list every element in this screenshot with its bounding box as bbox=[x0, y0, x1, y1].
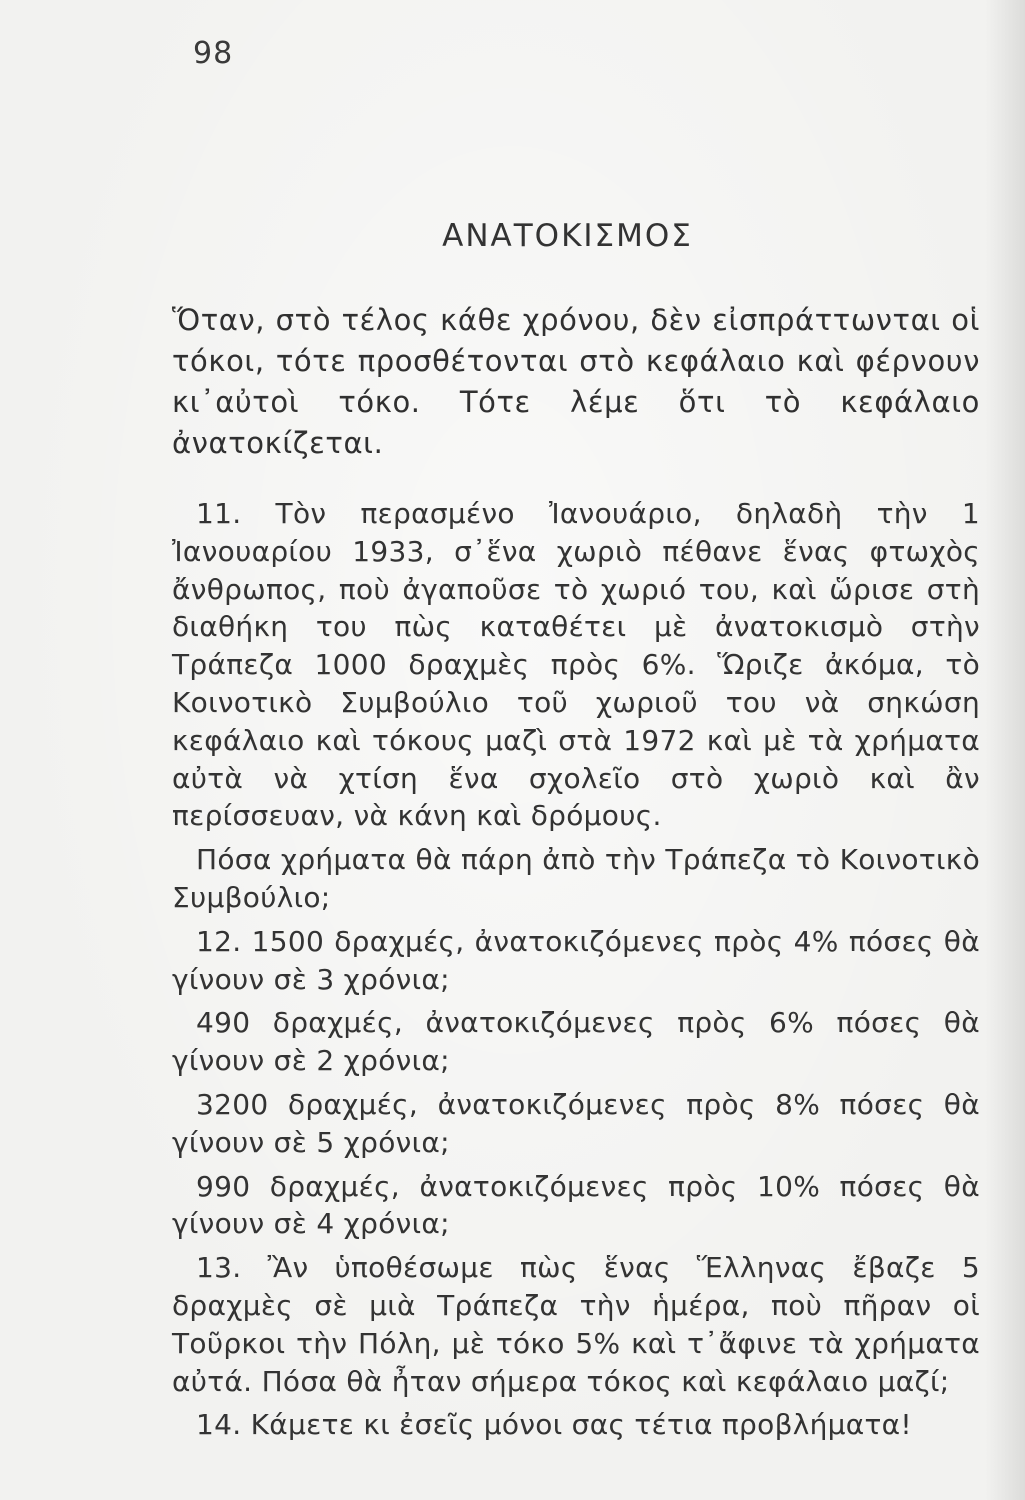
problem-11: 11. Τὸν περασμένο Ἰανουάριο, δηλαδὴ τὴν 1 Ἰανουαρίου 1933, σ᾽ἕνα χωριὸ πέθανε ἕνας φτωχὸς ἄνθρωπος, ποὺ ἀγαποῦσε τὸ χωριό του, καὶ ὥρισε στὴ διαθήκη του πὼς καταθέτει μὲ ἀνατοκισμὸ στὴν Τράπεζα 1000 δραχμὲς πρὸς 6%. Ὥριζε ἀκόμα, τὸ Κοινοτικὸ Συμβούλιο τοῦ χωριοῦ του νὰ σηκώση κεφάλαιο καὶ τόκους μαζὶ στὰ 1972 καὶ μὲ τὰ χρήματα αὐτὰ νὰ χτίση ἕνα σχολεῖο στὸ χωριὸ καὶ ἂν περίσσευαν, νὰ κάνη καὶ δρόμους. bbox=[172, 497, 980, 833]
section-title: ΑΝΑΤΟΚΙΣΜΟΣ bbox=[442, 218, 693, 254]
page-number: 98 bbox=[193, 36, 234, 71]
definition-paragraph: Ὅταν, στὸ τέλος κάθε χρόνου, δὲν εἰσπράττωνται οἱ τόκοι, τότε προσθέτονται στὸ κεφάλαιο καὶ φέρνουν κι᾽αὐτοὶ τόκο. Τότε λέμε ὅτι τὸ κεφάλαιο ἀνατοκίζεται. bbox=[172, 303, 980, 460]
problem-12c: 3200 δραχμές, ἀνατοκιζόμενες πρὸς 8% πόσες θὰ γίνουν σὲ 5 χρόνια; bbox=[172, 1087, 980, 1159]
problem-14: 14. Κάμετε κι ἐσεῖς μόνοι σας τέτια προβλήματα! bbox=[196, 1408, 912, 1442]
problem-13: 13. Ἂν ὑποθέσωμε πὼς ἕνας Ἕλληνας ἔβαζε 5 δραχμὲς σὲ μιὰ Τράπεζα τὴν ἡμέρα, ποὺ πῆραν οἱ Τοῦρκοι τὴν Πόλη, μὲ τόκο 5% καὶ τ᾽ἄφινε τὰ χρήματα αὐτά. Πόσα θὰ ἦταν σήμερα τόκος καὶ κεφάλαιο μαζί; bbox=[172, 1251, 980, 1398]
problem-12d: 990 δραχμές, ἀνατοκιζόμενες πρὸς 10% πόσες θὰ γίνουν σὲ 4 χρόνια; bbox=[172, 1169, 980, 1241]
problem-12: 12. 1500 δραχμές, ἀνατοκιζόμενες πρὸς 4% πόσες θὰ γίνουν σὲ 3 χρόνια; bbox=[172, 924, 980, 996]
problems-list bbox=[172, 495, 980, 1444]
problem-12b: 490 δραχμές, ἀνατοκιζόμενες πρὸς 6% πόσες θὰ γίνουν σὲ 2 χρόνια; bbox=[172, 1006, 980, 1078]
problem-11-question: Πόσα χρήματα θὰ πάρη ἀπὸ τὴν Τράπεζα τὸ Κοινοτικὸ Συμβούλιο; bbox=[172, 843, 980, 914]
